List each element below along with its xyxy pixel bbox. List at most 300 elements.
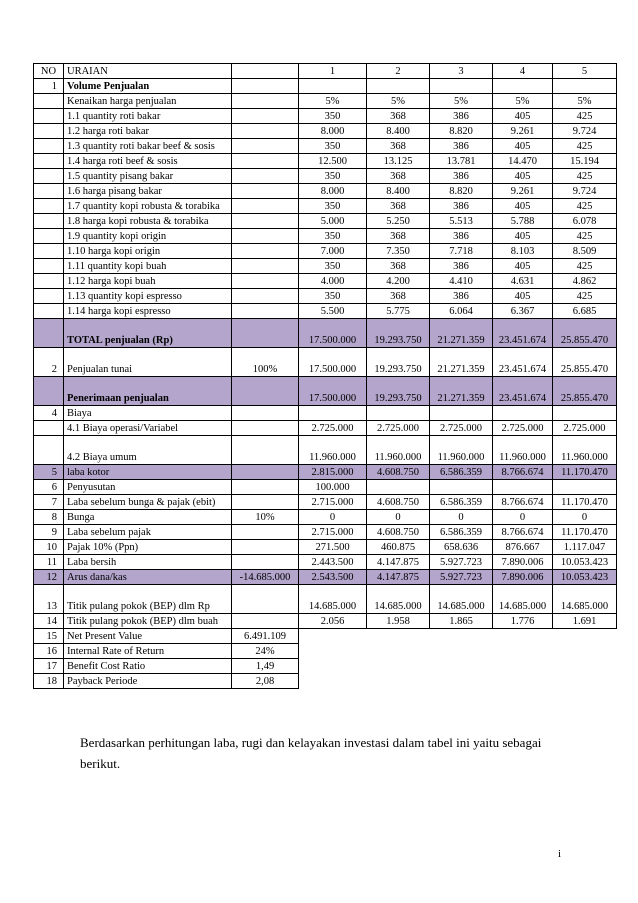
row-number: 2 (34, 348, 64, 377)
year-value: 7.000 (299, 244, 367, 259)
year-value: 4.608.750 (367, 495, 430, 510)
table-row (34, 465, 617, 480)
year-value: 19.293.750 (367, 319, 430, 348)
row-extra-value: 2,08 (232, 674, 299, 689)
year-value: 350 (299, 169, 367, 184)
conclusion-paragraph: Berdasarkan perhitungan laba, rugi dan kelayakan investasi dalam tabel ini yaitu sebagai berikut. (80, 735, 542, 771)
year-value: 368 (367, 139, 430, 154)
table-row (34, 585, 617, 614)
row-label: 1.5 quantity pisang bakar (64, 169, 232, 184)
row-number (34, 436, 64, 465)
row-label: 1.10 harga kopi origin (64, 244, 232, 259)
table-header-row (34, 64, 617, 79)
year-value: 9.261 (493, 124, 553, 139)
row-label: Bunga (64, 510, 232, 525)
table-row (34, 480, 617, 495)
empty-cell (367, 629, 430, 644)
row-extra-value (232, 214, 299, 229)
row-extra-value: 6.491.109 (232, 629, 299, 644)
row-extra-value (232, 540, 299, 555)
year-value: 8.000 (299, 124, 367, 139)
row-extra-value: 10% (232, 510, 299, 525)
header-blank (232, 64, 299, 79)
empty-cell (493, 644, 553, 659)
year-value: 4.410 (430, 274, 493, 289)
year-value: 425 (553, 229, 617, 244)
row-label: 1.11 quantity kopi buah (64, 259, 232, 274)
table-row (34, 540, 617, 555)
empty-cell (493, 629, 553, 644)
year-value (553, 480, 617, 495)
header-uraian: URAIAN (64, 64, 232, 79)
row-label: Penyusutan (64, 480, 232, 495)
empty-cell (430, 629, 493, 644)
year-value: 386 (430, 139, 493, 154)
year-value: 25.855.470 (553, 319, 617, 348)
year-value: 425 (553, 199, 617, 214)
year-value (493, 406, 553, 421)
row-number: 6 (34, 480, 64, 495)
year-value: 0 (430, 510, 493, 525)
year-value: 11.960.000 (553, 436, 617, 465)
year-value: 0 (299, 510, 367, 525)
year-value: 368 (367, 169, 430, 184)
year-value: 14.685.000 (430, 585, 493, 614)
empty-cell (553, 629, 617, 644)
year-value: 425 (553, 139, 617, 154)
row-extra-value (232, 555, 299, 570)
year-value (430, 406, 493, 421)
year-value: 4.608.750 (367, 525, 430, 540)
row-label: 1.14 harga kopi espresso (64, 304, 232, 319)
year-value: 5% (493, 94, 553, 109)
year-value: 0 (553, 510, 617, 525)
year-value: 14.470 (493, 154, 553, 169)
year-value: 8.103 (493, 244, 553, 259)
row-extra-value (232, 377, 299, 406)
year-value: 10.053.423 (553, 555, 617, 570)
year-value: 7.718 (430, 244, 493, 259)
row-extra-value (232, 585, 299, 614)
year-value: 4.862 (553, 274, 617, 289)
year-value: 5% (553, 94, 617, 109)
row-number (34, 421, 64, 436)
year-value: 11.960.000 (299, 436, 367, 465)
year-value: 21.271.359 (430, 348, 493, 377)
year-value: 8.820 (430, 124, 493, 139)
row-label: 1.13 quantity kopi espresso (64, 289, 232, 304)
year-value: 2.715.000 (299, 495, 367, 510)
row-label: 1.1 quantity roti bakar (64, 109, 232, 124)
year-value: 14.685.000 (299, 585, 367, 614)
year-value: 6.685 (553, 304, 617, 319)
row-extra-value: 1,49 (232, 659, 299, 674)
row-number (34, 154, 64, 169)
year-value (553, 79, 617, 94)
year-value: 9.724 (553, 124, 617, 139)
row-extra-value (232, 495, 299, 510)
year-value: 14.685.000 (367, 585, 430, 614)
row-number (34, 377, 64, 406)
year-value: 8.820 (430, 184, 493, 199)
table-row (34, 274, 617, 289)
year-value: 23.451.674 (493, 319, 553, 348)
row-extra-value (232, 259, 299, 274)
year-value: 5% (367, 94, 430, 109)
year-value: 1.117.047 (553, 540, 617, 555)
row-extra-value (232, 525, 299, 540)
row-number (34, 109, 64, 124)
year-value: 6.586.359 (430, 465, 493, 480)
year-value: 5.000 (299, 214, 367, 229)
year-value: 5% (430, 94, 493, 109)
year-value: 350 (299, 259, 367, 274)
year-value (493, 79, 553, 94)
row-extra-value: 100% (232, 348, 299, 377)
year-value: 4.147.875 (367, 555, 430, 570)
year-value (553, 406, 617, 421)
empty-cell (299, 629, 367, 644)
year-value: 368 (367, 109, 430, 124)
empty-cell (299, 644, 367, 659)
year-value: 5.775 (367, 304, 430, 319)
year-value: 8.400 (367, 184, 430, 199)
row-number (34, 244, 64, 259)
year-value: 876.667 (493, 540, 553, 555)
table-row (34, 199, 617, 214)
row-label: Penjualan tunai (64, 348, 232, 377)
year-value: 19.293.750 (367, 377, 430, 406)
table-row (34, 139, 617, 154)
table-row (34, 525, 617, 540)
year-value: 2.815.000 (299, 465, 367, 480)
row-number: 18 (34, 674, 64, 689)
row-number: 11 (34, 555, 64, 570)
table-row (34, 510, 617, 525)
row-label: TOTAL penjualan (Rp) (64, 319, 232, 348)
row-extra-value (232, 94, 299, 109)
year-value: 11.170.470 (553, 465, 617, 480)
table-row (34, 289, 617, 304)
table-row (34, 109, 617, 124)
year-value: 405 (493, 109, 553, 124)
empty-cell (299, 674, 367, 689)
year-value: 8.400 (367, 124, 430, 139)
row-number: 13 (34, 585, 64, 614)
year-value: 23.451.674 (493, 348, 553, 377)
year-value: 271.500 (299, 540, 367, 555)
row-label: 1.2 harga roti bakar (64, 124, 232, 139)
row-label: Kenaikan harga penjualan (64, 94, 232, 109)
year-value: 11.960.000 (493, 436, 553, 465)
row-number: 15 (34, 629, 64, 644)
year-value: 12.500 (299, 154, 367, 169)
table-row (34, 79, 617, 94)
year-value: 6.078 (553, 214, 617, 229)
year-value: 350 (299, 229, 367, 244)
year-value (430, 79, 493, 94)
header-year: 4 (493, 64, 553, 79)
table-row (34, 644, 617, 659)
year-value: 8.766.674 (493, 495, 553, 510)
table-row (34, 421, 617, 436)
year-value: 2.725.000 (430, 421, 493, 436)
table-row (34, 495, 617, 510)
table-row (34, 259, 617, 274)
year-value: 2.725.000 (299, 421, 367, 436)
table-row (34, 229, 617, 244)
year-value: 405 (493, 199, 553, 214)
row-label: Biaya (64, 406, 232, 421)
header-year: 3 (430, 64, 493, 79)
row-number: 14 (34, 614, 64, 629)
year-value: 4.147.875 (367, 570, 430, 585)
empty-cell (430, 674, 493, 689)
year-value: 4.631 (493, 274, 553, 289)
year-value: 15.194 (553, 154, 617, 169)
year-value: 13.125 (367, 154, 430, 169)
financial-table (33, 63, 617, 689)
table-row (34, 319, 617, 348)
row-extra-value: -14.685.000 (232, 570, 299, 585)
empty-cell (553, 674, 617, 689)
empty-cell (430, 659, 493, 674)
row-label: 1.7 quantity kopi robusta & torabika (64, 199, 232, 214)
row-label: Net Present Value (64, 629, 232, 644)
row-label: 1.3 quantity roti bakar beef & sosis (64, 139, 232, 154)
row-label: Laba sebelum pajak (64, 525, 232, 540)
year-value (367, 79, 430, 94)
year-value: 17.500.000 (299, 319, 367, 348)
year-value: 11.960.000 (430, 436, 493, 465)
year-value: 13.781 (430, 154, 493, 169)
row-label: Laba bersih (64, 555, 232, 570)
year-value: 5.500 (299, 304, 367, 319)
year-value: 17.500.000 (299, 377, 367, 406)
year-value: 11.170.470 (553, 525, 617, 540)
row-number (34, 139, 64, 154)
year-value: 25.855.470 (553, 348, 617, 377)
year-value: 7.350 (367, 244, 430, 259)
year-value: 460.875 (367, 540, 430, 555)
row-number: 5 (34, 465, 64, 480)
row-label: Titik pulang pokok (BEP) dlm buah (64, 614, 232, 629)
row-label: laba kotor (64, 465, 232, 480)
page-number: i (558, 848, 562, 860)
year-value: 368 (367, 259, 430, 274)
year-value: 6.367 (493, 304, 553, 319)
year-value: 4.608.750 (367, 465, 430, 480)
empty-cell (493, 674, 553, 689)
table-row (34, 436, 617, 465)
year-value: 2.725.000 (553, 421, 617, 436)
row-label: Laba sebelum bunga & pajak (ebit) (64, 495, 232, 510)
row-extra-value (232, 79, 299, 94)
year-value: 17.500.000 (299, 348, 367, 377)
table-row (34, 674, 617, 689)
year-value: 386 (430, 259, 493, 274)
year-value: 7.890.006 (493, 555, 553, 570)
year-value: 4.200 (367, 274, 430, 289)
empty-cell (553, 644, 617, 659)
row-extra-value (232, 169, 299, 184)
header-no: NO (34, 64, 64, 79)
year-value (430, 480, 493, 495)
year-value: 0 (493, 510, 553, 525)
table-row (34, 154, 617, 169)
year-value (299, 406, 367, 421)
row-label: Titik pulang pokok (BEP) dlm Rp (64, 585, 232, 614)
year-value: 14.685.000 (493, 585, 553, 614)
row-extra-value (232, 421, 299, 436)
row-extra-value (232, 319, 299, 348)
row-extra-value (232, 199, 299, 214)
year-value: 2.443.500 (299, 555, 367, 570)
row-number: 16 (34, 644, 64, 659)
row-extra-value (232, 154, 299, 169)
year-value: 4.000 (299, 274, 367, 289)
table-row (34, 184, 617, 199)
year-value: 386 (430, 169, 493, 184)
year-value: 5.250 (367, 214, 430, 229)
year-value: 100.000 (299, 480, 367, 495)
year-value: 425 (553, 169, 617, 184)
header-year: 5 (553, 64, 617, 79)
year-value: 405 (493, 259, 553, 274)
row-number: 1 (34, 79, 64, 94)
year-value: 425 (553, 289, 617, 304)
year-value: 9.724 (553, 184, 617, 199)
year-value: 2.056 (299, 614, 367, 629)
row-extra-value (232, 124, 299, 139)
row-extra-value (232, 139, 299, 154)
row-label: 1.8 harga kopi robusta & torabika (64, 214, 232, 229)
row-label: 1.12 harga kopi buah (64, 274, 232, 289)
row-extra-value (232, 274, 299, 289)
year-value: 11.960.000 (367, 436, 430, 465)
year-value: 21.271.359 (430, 319, 493, 348)
year-value: 350 (299, 109, 367, 124)
row-extra-value (232, 304, 299, 319)
row-extra-value (232, 406, 299, 421)
year-value: 6.586.359 (430, 525, 493, 540)
year-value: 7.890.006 (493, 570, 553, 585)
year-value: 9.261 (493, 184, 553, 199)
row-label: Benefit Cost Ratio (64, 659, 232, 674)
row-label: Arus dana/kas (64, 570, 232, 585)
year-value (367, 406, 430, 421)
year-value: 2.725.000 (493, 421, 553, 436)
year-value: 1.958 (367, 614, 430, 629)
year-value: 11.170.470 (553, 495, 617, 510)
year-value: 6.064 (430, 304, 493, 319)
empty-cell (367, 659, 430, 674)
row-extra-value (232, 436, 299, 465)
year-value: 8.000 (299, 184, 367, 199)
row-number: 10 (34, 540, 64, 555)
year-value: 1.865 (430, 614, 493, 629)
row-number (34, 274, 64, 289)
year-value: 8.509 (553, 244, 617, 259)
year-value: 19.293.750 (367, 348, 430, 377)
year-value: 425 (553, 109, 617, 124)
year-value: 368 (367, 289, 430, 304)
year-value: 405 (493, 169, 553, 184)
table-row (34, 377, 617, 406)
row-extra-value: 24% (232, 644, 299, 659)
row-label: Payback Periode (64, 674, 232, 689)
row-number (34, 199, 64, 214)
year-value: 368 (367, 229, 430, 244)
year-value: 386 (430, 109, 493, 124)
table-row (34, 214, 617, 229)
year-value (299, 79, 367, 94)
year-value: 405 (493, 139, 553, 154)
year-value: 5.927.723 (430, 555, 493, 570)
row-label: 1.6 harga pisang bakar (64, 184, 232, 199)
header-year: 2 (367, 64, 430, 79)
row-number (34, 214, 64, 229)
empty-cell (367, 644, 430, 659)
year-value: 25.855.470 (553, 377, 617, 406)
year-value: 1.691 (553, 614, 617, 629)
row-number (34, 304, 64, 319)
year-value: 5% (299, 94, 367, 109)
year-value: 2.715.000 (299, 525, 367, 540)
table-row (34, 94, 617, 109)
empty-cell (299, 659, 367, 674)
row-number (34, 289, 64, 304)
row-extra-value (232, 244, 299, 259)
row-label: 4.1 Biaya operasi/Variabel (64, 421, 232, 436)
year-value: 386 (430, 199, 493, 214)
row-extra-value (232, 289, 299, 304)
row-number: 8 (34, 510, 64, 525)
table-row (34, 614, 617, 629)
row-extra-value (232, 229, 299, 244)
row-label: 4.2 Biaya umum (64, 436, 232, 465)
year-value: 21.271.359 (430, 377, 493, 406)
year-value: 14.685.000 (553, 585, 617, 614)
row-number (34, 184, 64, 199)
year-value: 350 (299, 139, 367, 154)
empty-cell (367, 674, 430, 689)
row-label: Internal Rate of Return (64, 644, 232, 659)
year-value: 23.451.674 (493, 377, 553, 406)
empty-cell (430, 644, 493, 659)
year-value: 368 (367, 199, 430, 214)
table-row (34, 570, 617, 585)
table-row (34, 169, 617, 184)
table-row (34, 304, 617, 319)
header-year: 1 (299, 64, 367, 79)
empty-cell (553, 659, 617, 674)
row-number: 9 (34, 525, 64, 540)
row-label: Pajak 10% (Ppn) (64, 540, 232, 555)
year-value: 8.766.674 (493, 525, 553, 540)
row-label: 1.4 harga roti beef & sosis (64, 154, 232, 169)
row-number: 7 (34, 495, 64, 510)
year-value: 5.788 (493, 214, 553, 229)
year-value: 405 (493, 289, 553, 304)
year-value: 6.586.359 (430, 495, 493, 510)
row-number (34, 94, 64, 109)
year-value: 8.766.674 (493, 465, 553, 480)
row-number (34, 169, 64, 184)
year-value: 350 (299, 289, 367, 304)
year-value (493, 480, 553, 495)
row-label: Penerimaan penjualan (64, 377, 232, 406)
